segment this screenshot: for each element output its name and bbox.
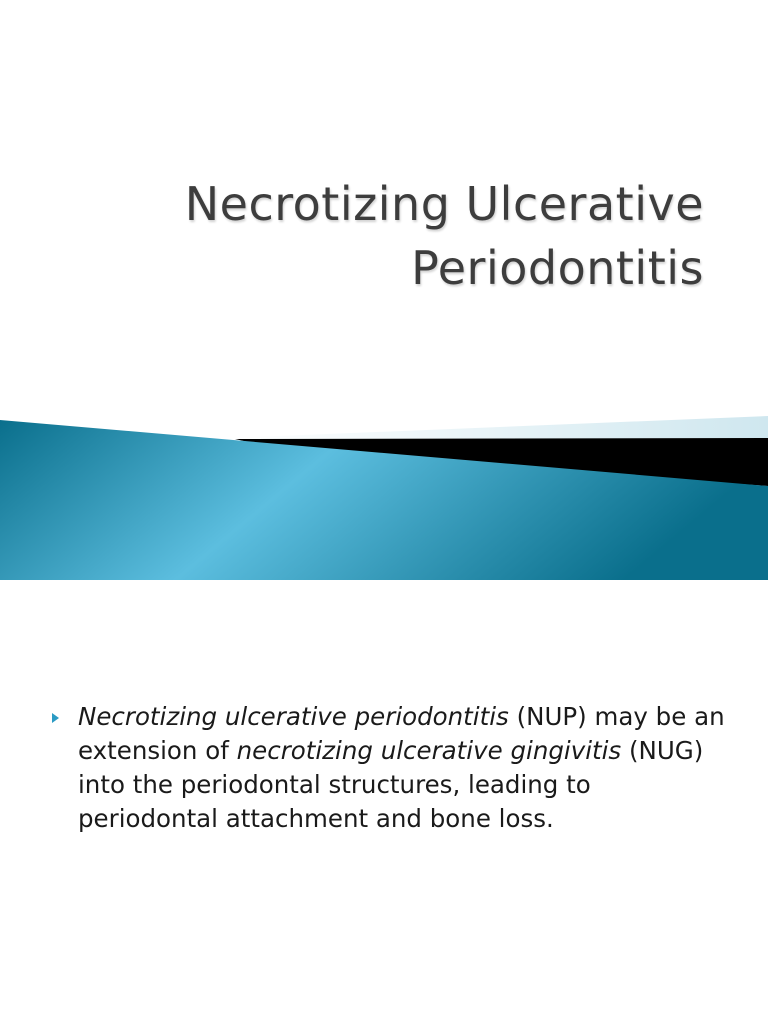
body-content <box>48 700 728 836</box>
title-line-1: Necrotizing Ulcerative <box>184 177 704 231</box>
decorative-band <box>0 410 768 580</box>
bullet-item <box>48 700 728 836</box>
slide-title <box>64 172 704 300</box>
bullet-text-1: (NUP) may be an extension of <box>78 702 725 765</box>
term-nup: Necrotizing ulcerative periodontitis <box>78 702 509 731</box>
bullet-text-2: (NUG) into the periodontal structures, leading to periodontal attachment and bone loss. <box>78 736 704 833</box>
term-nug: necrotizing ulcerative gingivitis <box>236 736 622 765</box>
title-line-2: Periodontitis <box>411 241 704 295</box>
band-pale-strip <box>230 416 768 440</box>
triangle-right-icon <box>52 713 59 723</box>
